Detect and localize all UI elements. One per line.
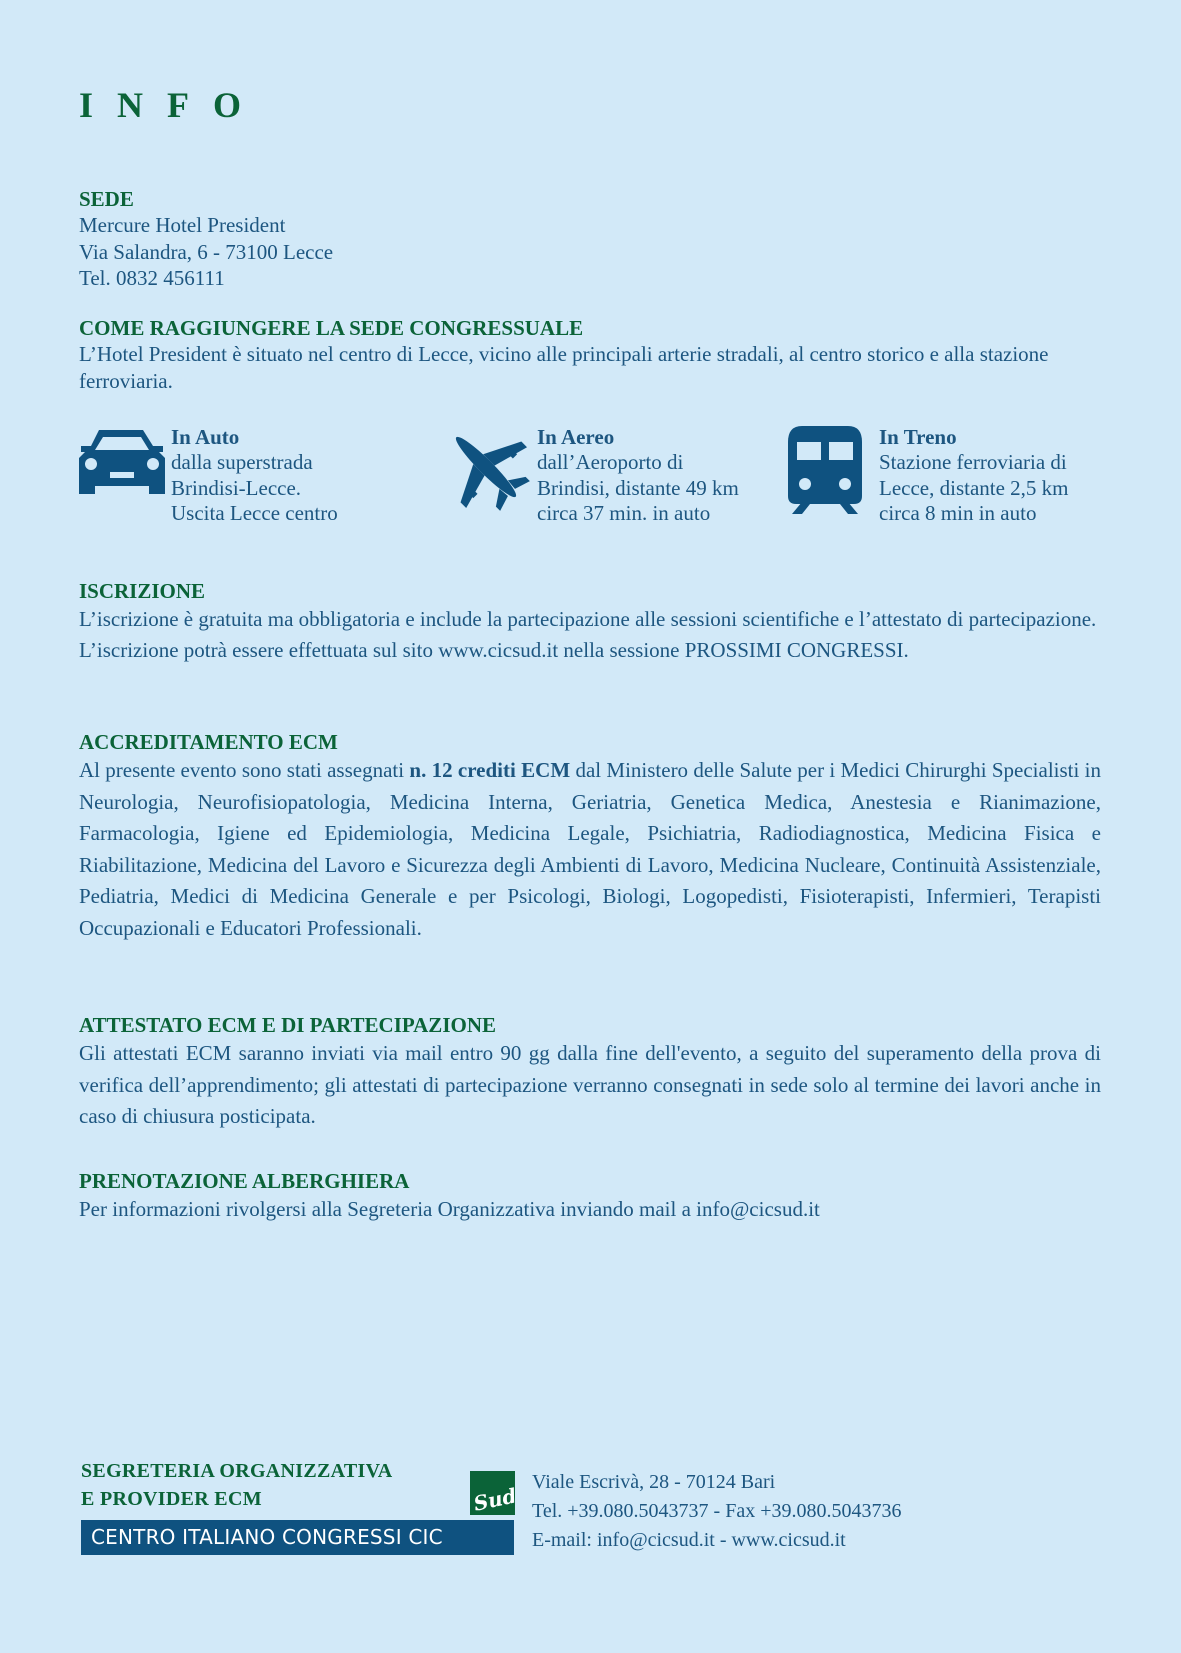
accreditamento-text [79,755,1101,944]
contacts [532,1468,901,1555]
transport-car-label: In Auto [171,425,240,449]
transport-train-label: In Treno [879,425,957,449]
transport-plane-line: circa 37 min. in auto [537,501,711,525]
prenotazione-heading: PRENOTAZIONE ALBERGHIERA [79,1169,410,1193]
transport-train-line: circa 8 min in auto [879,501,1037,525]
come-raggiungere-heading: COME RAGGIUNGERE LA SEDE CONGRESSUALE [79,316,584,340]
sede-address: Via Salandra, 6 - 73100 Lecce [79,239,334,264]
section-sede [79,186,1101,292]
segreteria-line-2: E PROVIDER ECM [81,1488,262,1510]
prenotazione-text: Per informazioni rivolgersi alla Segreteria Organizzativa inviando mail a info@cicsud.it [79,1197,820,1221]
sud-logo [470,1471,515,1515]
footer-phone-fax: Tel. +39.080.5043737 - Fax +39.080.5043736 [532,1500,902,1522]
airplane-icon [441,422,531,516]
transport-options [79,424,1101,524]
transport-plane-line: dall’Aeroporto di [537,450,684,474]
accreditamento-heading: ACCREDITAMENTO ECM [79,730,338,754]
transport-car-line: Brindisi-Lecce. [171,475,302,500]
sede-venue: Mercure Hotel President [79,213,286,237]
transport-plane-line: Brindisi, distante 49 km [537,475,739,500]
sede-heading: SEDE [79,187,134,211]
car-icon [77,428,167,498]
come-raggiungere-text: L’Hotel President è situato nel centro di Lecce, vicino alle principali arterie stradali, al centro storico e alla stazione ferroviaria. [79,342,1049,393]
iscrizione-text: L’iscrizione è gratuita ma obbligatoria e include la partecipazione alle sessioni scientifiche e l’attestato di partecipazione. L’iscrizione potrà essere effettuata sul sito www.cicsud.it nella sessione PROSSIMI CONGRESSI. [79,607,1097,662]
ecm-credits: n. 12 crediti ECM [409,758,571,782]
iscrizione-heading: ISCRIZIONE [79,579,206,603]
footer [81,1457,981,1557]
svg-text:Sud: Sud [471,1483,515,1515]
train-icon [788,426,862,518]
transport-train-line: Stazione ferroviaria di [879,450,1067,474]
section-accreditamento [79,729,1101,944]
segreteria-label [81,1457,393,1513]
accreditamento-text-before: Al presente evento sono stati assegnati [79,758,410,782]
transport-car-line: dalla superstrada [171,450,313,474]
section-attestato [79,1012,1101,1133]
transport-train-line: Lecce, distante 2,5 km [879,475,1069,500]
attestato-text: Gli attestati ECM saranno inviati via mail entro 90 gg dalla fine dell'evento, a seguito del superamento della prova di verifica dell’apprendimento; gli attestati di partecipazione verranno consegnati in sede solo al termine dei lavori anche in caso di chiusura posticipata. [79,1041,1101,1128]
sud-logo-icon [470,1471,515,1515]
footer-address: Viale Escrivà, 28 - 70124 Bari [532,1471,776,1493]
section-iscrizione [79,578,1101,666]
transport-plane-label: In Aereo [537,425,615,449]
section-prenotazione [79,1168,1101,1225]
attestato-heading: ATTESTATO ECM E DI PARTECIPAZIONE [79,1013,496,1037]
footer-email-web[interactable]: E-mail: info@cicsud.it - www.cicsud.it [532,1529,846,1551]
page-title: INFO [79,85,265,125]
section-come-raggiungere [79,315,1101,395]
segreteria-line-1: SEGRETERIA ORGANIZZATIVA [81,1460,393,1482]
cic-name-bar: CENTRO ITALIANO CONGRESSI CIC [81,1520,514,1555]
transport-car-line: Uscita Lecce centro [171,501,338,525]
accreditamento-text-after: dal Ministero delle Salute per i Medici Chirurghi Specialisti in Neurologia, Neurofisiopatologia, Medicina Interna, Geriatria, Genetica Medica, Anestesia e Rianimazione, Farmacologia, Igiene ed Epidemiologia, Medicina Legale, Psichiatria, Radiodiagnostica, Medicina Fisica e Riabilitazione, Medicina del Lavoro e Sicurezza degli Ambienti di Lavoro, Medicina Nucleare, Continuità Assistenziale, Pediatria, Medici di Medicina Generale e per Psicologi, Biologi, Logopedisti, Fisioterapisti, Infermieri, Terapisti Occupazionali e Educatori Professionali. [79,758,1101,940]
sede-phone: Tel. 0832 456111 [79,266,225,290]
